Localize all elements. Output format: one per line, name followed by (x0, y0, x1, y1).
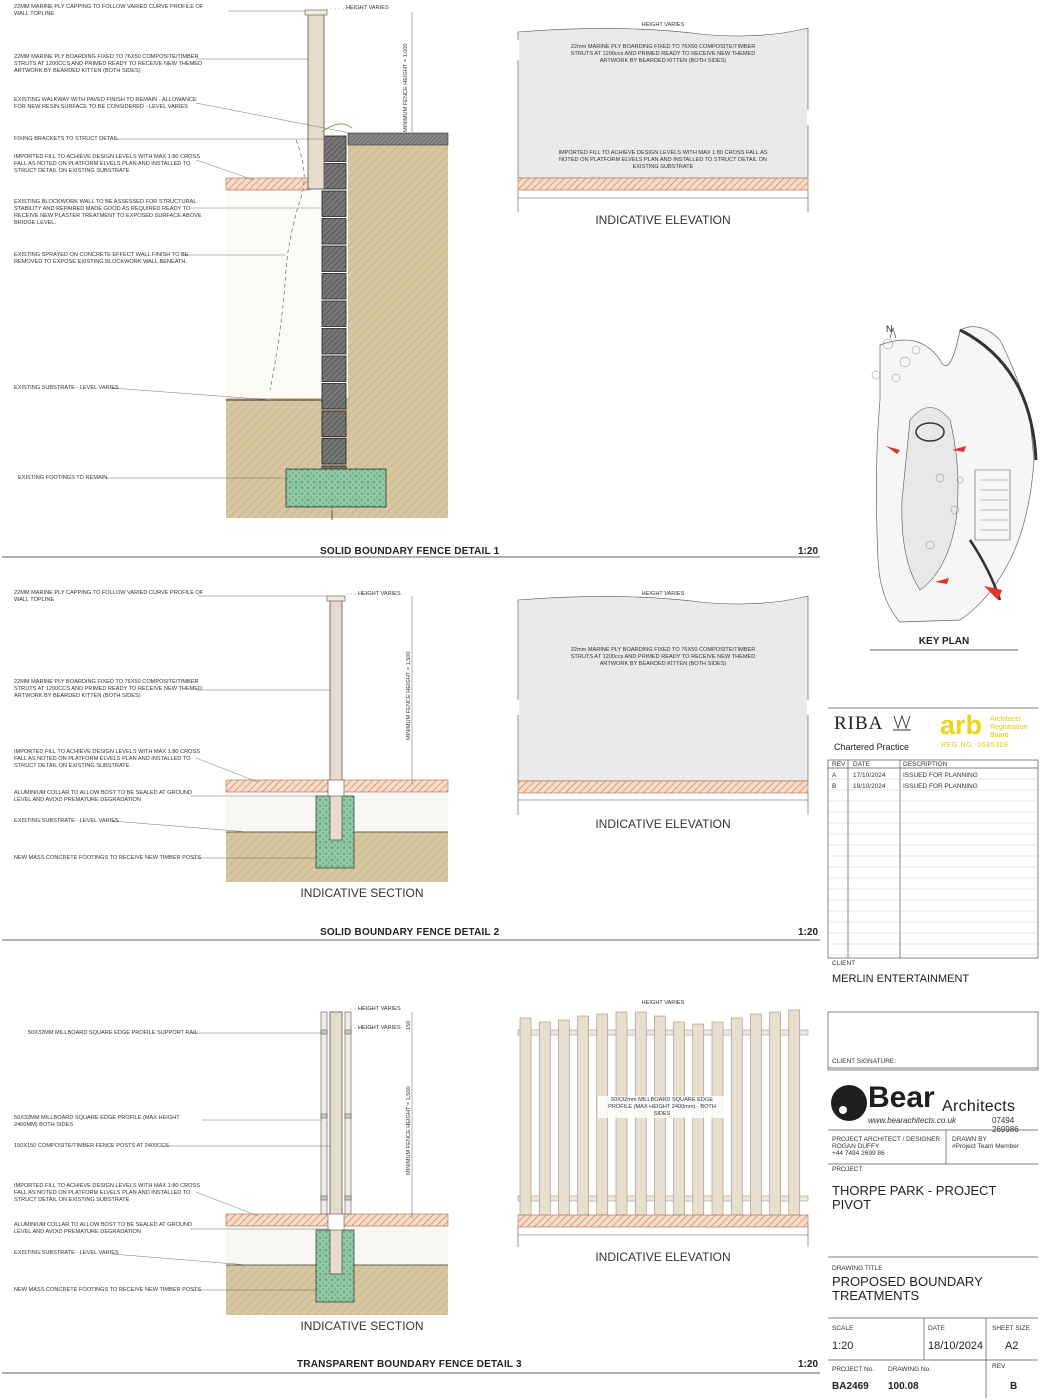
d3-note-fill: IMPORTED FILL TO ACHIEVE DESIGN LEVELS WITH MAX 1:80 CROSS FALL AS NOTED ON PLATFORM ELVELS PLAN AND INSTALLED TO STRUCT DETAIL ON EXISTING SUBSTRATE (14, 1183, 200, 1203)
walkway-substrate (348, 145, 448, 400)
d2-elevation-label: INDICATIVE ELEVATION (595, 817, 731, 831)
arb-line: Architects (990, 716, 1021, 723)
d1-note-capping: 22MM MARINE PLY CAPPING TO FOLLOW VARIED CURVE PROFILE OF WALL TOPLINE (14, 4, 204, 17)
fixing-bracket (322, 124, 352, 132)
d2-height-varies: HEIGHT VARIES (358, 591, 401, 597)
d1-elev-height: HEIGHT VARIES (641, 22, 685, 28)
rev-b: B (832, 783, 837, 790)
drawing-no-label: DRAWING No. (888, 1366, 932, 1373)
project-no-label: PROJECT No. (832, 1366, 875, 1373)
d3-min-height: MINIMUM FENCE HEIGHT = 1,500 (406, 1086, 412, 1175)
walkway-paving (348, 133, 448, 145)
client-label: CLIENT (832, 960, 856, 967)
block (322, 301, 346, 327)
date-label: DATE (928, 1325, 945, 1332)
bear-logo (831, 1085, 867, 1121)
detail3-section (226, 1009, 448, 1315)
pa-name: ROGAN DUFFY (832, 1143, 880, 1150)
block (322, 356, 346, 382)
detail1-section (226, 9, 448, 520)
d1-elev-note-boarding: 22mm MARINE PLY BOARDING FIXED TO 76X50 COMPOSITE/TIMBER STRUTS AT 1200ccs AND PRIMED READY TO RECEIVE NEW THEMED ARTWORK BY BEARDED KITTEN (BOTH SIDES) (570, 44, 756, 64)
d1-note-sprayed: EXISTING SPRAYED ON CONCRETE EFFECT WALL FINISH TO BE REMOVED TO EXPOSE EXISTING BLOCKWORK WALL BENEATH. (14, 252, 189, 265)
fence-post (330, 1012, 342, 1274)
d3-note-posts: 150X150 COMPOSITE/TIMBER FENCE POSTS AT 2400CCS (14, 1143, 169, 1149)
scale-value: 1:20 (832, 1340, 854, 1352)
drawing-title-label: DRAWING TITLE (832, 1265, 883, 1272)
d2-note-substrate: EXISTING SUBSTRATE - LEVEL VARIES (14, 818, 119, 824)
detail1-title: SOLID BOUNDARY FENCE DETAIL 1 (320, 546, 500, 557)
elev-slat (750, 1014, 761, 1215)
detail3-title: TRANSPARENT BOUNDARY FENCE DETAIL 3 (297, 1359, 522, 1370)
arb-logo: arb (940, 710, 983, 740)
d3-note-rail: 50X32MM MILLBOARD SQUARE EDGE PROFILE SUPPORT RAIL (28, 1030, 198, 1036)
block (322, 191, 346, 217)
d1-note-substrate: EXISTING SUBSTRATE - LEVEL VARIES (14, 385, 119, 391)
block (322, 439, 346, 465)
blockwork-wall (322, 136, 346, 492)
d1-note-fill: IMPORTED FILL TO ACHIEVE DESIGN LEVELS WITH MAX 1:80 CROSS FALL AS NOTED ON PLATFORM ELVELS PLAN AND INSTALLED TO STRUCT DETAIL ON EXISTING SUBSTRATE (14, 154, 200, 174)
d1-elevation-label: INDICATIVE ELEVATION (595, 213, 731, 227)
rev-value: B (1010, 1381, 1018, 1392)
client-name: MERLIN ENTERTAINMENT (832, 973, 970, 985)
riba-crest-icon (893, 716, 911, 730)
scale-label: SCALE (832, 1325, 854, 1332)
d1-note-brackets: FIXING BRACKETS TO STRUCT DETAIL (14, 136, 119, 142)
existing-footing (286, 469, 386, 507)
d3-height-varies-b: HEIGHT VARIES (358, 1025, 401, 1031)
elev-slat (558, 1020, 569, 1215)
drawn-label: DRAWN BY (952, 1136, 987, 1143)
d3-elevation-label: INDICATIVE ELEVATION (595, 1250, 731, 1264)
rev-label: REV (992, 1363, 1006, 1370)
detail2-section (226, 594, 448, 882)
project-label: PROJECT (832, 1166, 863, 1173)
timber-post (330, 600, 342, 840)
elev-slat (770, 1012, 781, 1215)
d3-elev-note-millboard: 50X32mm MILLBOARD SQUARE EDGE PROFILE (MAX HEIGHT 2400mm) - BOTH SIDES (608, 1097, 716, 1117)
d3-height-varies-a: HEIGHT VARIES (358, 1006, 401, 1012)
sheet-size-value: A2 (1005, 1340, 1019, 1352)
detail2-scale: 1:20 (798, 927, 819, 938)
block (322, 246, 346, 272)
imported-fill (226, 178, 310, 190)
rev-head-desc: DESCRIPTION (903, 761, 948, 768)
block (322, 411, 346, 437)
phone: 07494 269986 (992, 1116, 1019, 1134)
rev-b-date: 18/10/2024 (853, 783, 886, 790)
block (322, 329, 346, 355)
key-plan (870, 327, 1036, 650)
drawing-no-value: 100.08 (888, 1381, 919, 1392)
d2-section-label: INDICATIVE SECTION (300, 886, 424, 900)
block (322, 164, 346, 190)
block (322, 219, 346, 245)
elev-slat (674, 1022, 685, 1215)
ply-capping (327, 596, 345, 601)
rev-head-date: DATE (853, 761, 870, 768)
ply-capping (305, 10, 327, 15)
key-plan-title: KEY PLAN (918, 636, 970, 647)
d3-note-substrate: EXISTING SUBSTRATE - LEVEL VARIES (14, 1250, 119, 1256)
project-no-value: BA2469 (832, 1381, 869, 1392)
arb-reg: REG NO: 068530E (941, 742, 1010, 749)
riba-subtitle: Chartered Practice (834, 742, 910, 752)
d3-note-collar: ALUMINIUM COLLAR TO ALLOW BOST TO BE SEALED AT GROUND LEVEL AND AVOID PREMATURE DEGRADATION (14, 1222, 193, 1235)
arb-line: Board (990, 732, 1009, 739)
drawing-title-line1: PROPOSED BOUNDARY (832, 1274, 983, 1289)
d3-note-footings: NEW MASS CONCRETE FOOTINGS TO RECEIVE NEW TIMBER POSTS (14, 1287, 202, 1293)
block (322, 274, 346, 300)
d1-min-height: MINIMUM FENCE HEIGHT = 1,000 (403, 43, 409, 132)
d3-note-millboard: 50X32MM MILLBOARD SQUARE EDGE PROFILE (MAX HEIGHT 2400MM) BOTH SIDES (14, 1115, 180, 1128)
d3-elev-height: HEIGHT VARIES (641, 1000, 685, 1006)
d3-section-label: INDICATIVE SECTION (300, 1319, 424, 1333)
d1-note-footings: EXISTING FOOTINGS TO REMAIN (18, 475, 108, 481)
d2-note-fill: IMPORTED FILL TO ACHIEVE DESIGN LEVELS WITH MAX 1:80 CROSS FALL AS NOTED ON PLATFORM ELVELS PLAN AND INSTALLED TO STRUCT DETAIL ON EXISTING SUBSTRATE (14, 749, 200, 769)
detail2-title: SOLID BOUNDARY FENCE DETAIL 2 (320, 927, 500, 938)
aluminium-collar (328, 780, 344, 796)
d2-note-footings: NEW MASS CONCRETE FOOTINGS TO RECEIVE NEW TIMBER POSTS (14, 855, 202, 861)
client-signature-label: CLIENT SIGNATURE: (832, 1058, 897, 1065)
elev-slat (578, 1016, 589, 1215)
project-line2: PIVOT (832, 1197, 872, 1212)
d1-note-blockwork: EXISTING BLOCKWORK WALL TO BE ASSESSED FOR STRUCTURAL STABILITY AND REPAIRED MADE GOOD AS REQUIRED READY TO RECEIVE NEW PLASTER TREATMENT TO EXPOSED SURFACE ABOVE BRIDGE LEVEL. (14, 199, 202, 226)
drawn-name: #Project Team Member (952, 1143, 1020, 1150)
date-value: 18/10/2024 (928, 1340, 984, 1352)
d2-note-collar: ALUMINIUM COLLAR TO ALLOW BOST TO BE SEALED AT GROUND LEVEL AND AVOID PREMATURE DEGRADATION (14, 790, 193, 803)
detail1-scale: 1:20 (798, 546, 819, 557)
rev-head-rev: REV (832, 761, 846, 768)
elev-slat (693, 1024, 704, 1215)
d1-elev-note-fill: IMPORTED FILL TO ACHIEVE DESIGN LEVELS WITH MAX 1:80 CROSS FALL AS NOTED ON PLATFORM ELVELS PLAN AND INSTALLED TO STRUCT DETAIL ON EXISTING SUBSTRATE (558, 150, 768, 170)
aluminium-collar (328, 1214, 344, 1230)
website: www.bearachitects.co.uk (868, 1116, 957, 1125)
elev-slat (789, 1010, 800, 1215)
d2-note-capping: 22MM MARINE PLY CAPPING TO FOLLOW VARIED CURVE PROFILE OF WALL TOPLINE (14, 590, 204, 603)
architects-wordmark: Architects (942, 1098, 1016, 1115)
pa-phone: +44 7494 2699 86 (832, 1150, 885, 1157)
sheet-size-label: SHEET SIZE (992, 1325, 1030, 1332)
d2-elev-height: HEIGHT VARIES (641, 591, 685, 597)
detail3-scale: 1:20 (798, 1359, 819, 1370)
d2-min-height: MINIMUM FENCE HEIGHT = 1,500 (406, 651, 412, 740)
north-label: N (886, 324, 893, 334)
block (322, 384, 346, 410)
d1-note-boarding: 22MM MARINE PLY BOARDING FIXED TO 76X50 COMPOSITE/TIMBER STRUTS AT 1200CCS AND PRIMED READY TO RECEIVE NEW THEMED ARTWORK BY BEARDED KITTEN (BOTH SIDES) (14, 54, 203, 74)
arb-text (990, 716, 1027, 740)
riba-logo: RIBA (834, 713, 884, 734)
bear-wordmark: Bear (868, 1081, 935, 1114)
rev-a-date: 17/10/2024 (853, 772, 886, 779)
marine-ply-boarding (308, 14, 324, 189)
millboard-right (345, 1012, 351, 1214)
millboard-left (321, 1012, 327, 1214)
drawing-title-line2: TREATMENTS (832, 1288, 920, 1303)
d3-dim-150: 150 (406, 1020, 412, 1030)
d1-note-walkway: EXISTING WALKWAY WITH PAVED FINISH TO REMAIN - ALLOWANCE FOR NEW RESIN SURFACE TO BE CONSIDERED - LEVEL VARIES (14, 97, 197, 110)
arb-line: Registration (990, 724, 1028, 731)
elev-slat (712, 1022, 723, 1215)
elev-slat (731, 1018, 742, 1215)
d2-elev-note-boarding: 22mm MARINE PLY BOARDING FIXED TO 76X50 COMPOSITE/TIMBER STRUTS AT 1200ccs AND PRIMED READY TO RECEIVE NEW THEMED ARTWORK BY BEARDED KITTEN (BOTH SIDES) (570, 647, 756, 667)
rev-a: A (832, 772, 837, 779)
rev-a-desc: ISSUED FOR PLANNING (903, 772, 978, 779)
d1-height-varies: HEIGHT VARIES (346, 5, 389, 11)
rev-b-desc: ISSUED FOR PLANNING (903, 783, 978, 790)
project-line1: THORPE PARK - PROJECT (832, 1183, 997, 1198)
elev-slat (539, 1022, 550, 1215)
block (322, 136, 346, 162)
detail2-elevation (518, 596, 808, 815)
d2-note-boarding: 22MM MARINE PLY BOARDING FIXED TO 76X50 COMPOSITE/TIMBER STRUTS AT 1200CCS AND PRIMED READY TO RECEIVE NEW THEMED ARTWORK BY BEARDED KITTEN (BOTH SIDES) (14, 679, 203, 699)
elev-slat (520, 1018, 531, 1215)
pa-label: PROJECT ARCHITECT / DESIGNER (832, 1136, 941, 1143)
